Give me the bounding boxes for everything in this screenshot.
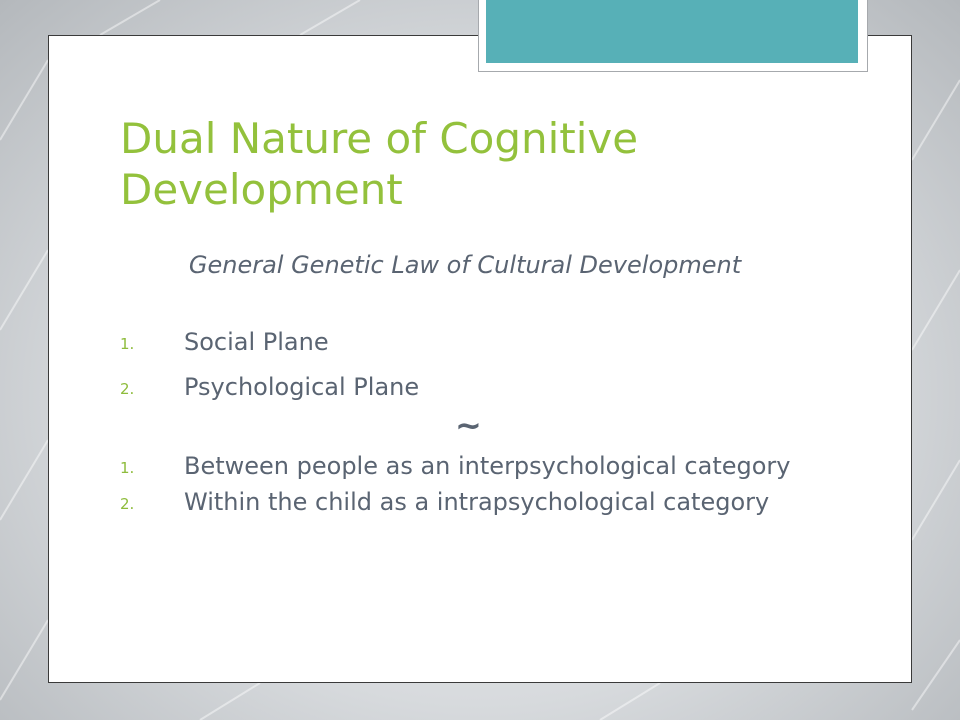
accent-block <box>486 0 858 63</box>
list-number: 2. <box>120 495 135 513</box>
list-item-text: Within the child as a intrapsychological category <box>184 488 770 516</box>
list-number: 2. <box>120 380 135 398</box>
list-item-text: Psychological Plane <box>184 373 420 401</box>
slide-title: Dual Nature of Cognitive Development <box>120 114 639 214</box>
tilde-separator: ~ <box>455 406 482 444</box>
list-item-text: Between people as an interpsychological category <box>184 452 791 480</box>
list-item <box>120 487 844 518</box>
list-number: 1. <box>120 335 135 353</box>
categories-list <box>120 451 844 518</box>
list-item <box>120 372 419 403</box>
list-item <box>120 327 419 358</box>
list-item-text: Social Plane <box>184 328 329 356</box>
list-number: 1. <box>120 459 135 477</box>
planes-list <box>120 327 419 417</box>
list-item <box>120 451 844 482</box>
slide-subtitle: General Genetic Law of Cultural Development <box>188 251 742 279</box>
